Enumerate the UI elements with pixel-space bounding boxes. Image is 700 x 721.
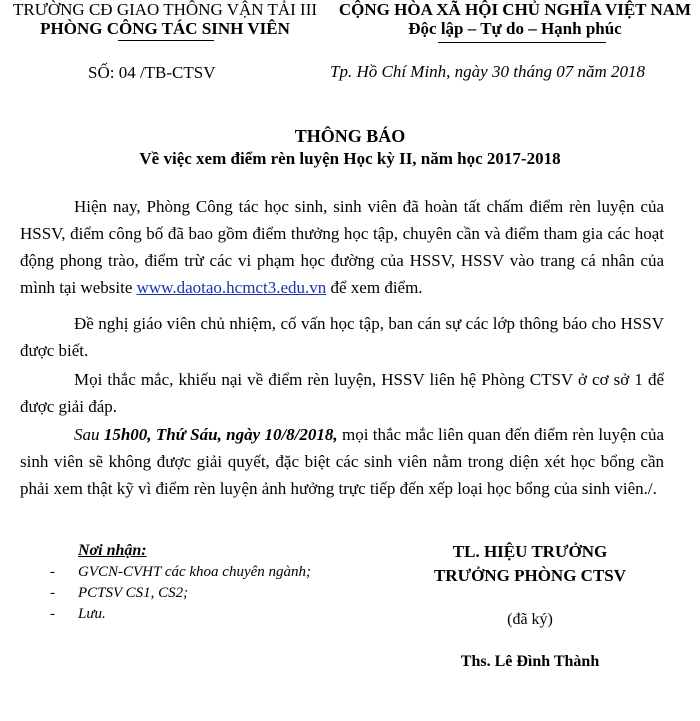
paragraph-1-text: Hiện nay, Phòng Công tác học sinh, sinh viên đã hoàn tất chấm điểm rèn luyện của HSSV, điểm công bố đã bao gồm điểm thưởng học tập, chuyên cần và điểm tham gia các hoạt động phong trào, điểm trừ các vi phạm học đường của HSSV, HSSV vào trang cá nhân của mình tại website [20,197,664,297]
office-underline [118,40,214,41]
place-date: Tp. Hồ Chí Minh, ngày 30 tháng 07 năm 2018 [330,62,645,81]
recipients-title: Nơi nhận: [78,542,147,559]
list-item: - GVCN-CVHT các khoa chuyên ngành; [50,564,312,580]
school-name: TRƯỜNG CĐ GIAO THÔNG VẬN TẢI III [12,0,318,19]
signer-name: Ths. Lê Đình Thành [460,653,600,670]
document-title: THÔNG BÁO [294,126,406,146]
list-item: - PCTSV CS1, CS2; [50,585,189,601]
paragraph-4-lead: Sau [74,425,104,444]
paragraph-3: Mọi thắc mắc, khiếu nại về điểm rèn luyện, HSSV liên hệ Phòng CTSV ở cơ sở 1 để được giải đáp. [20,370,664,416]
office-name: PHÒNG CÔNG TÁC SINH VIÊN [40,19,290,38]
recipient-label: GVCN-CVHT các khoa chuyên ngành; [78,564,312,580]
deadline: 15h00, Thứ Sáu, ngày 10/8/2018, [103,425,338,444]
recipient-label: Lưu. [78,606,106,622]
list-item: - Lưu. [50,606,106,622]
motto-underline [438,42,606,43]
paragraph-1-end: để xem điểm. [326,278,423,297]
website-link[interactable]: www.daotao.hcmct3.edu.vn [136,278,327,297]
recipients-list [50,562,311,625]
signature-title: TL. HIỆU TRƯỞNG [452,542,608,561]
nation-motto: Độc lập – Tự do – Hạnh phúc [408,19,622,38]
signed-note: (đã ký) [507,611,553,628]
paragraph-4 [20,421,664,502]
paragraph-2: Đề nghị giáo viên chủ nhiệm, cố vấn học tập, ban cán sự các lớp thông báo cho HSSV được biết. [20,314,664,360]
paragraph-4-text: mọi thắc mắc liên quan đến điểm rèn luyện của sinh viên sẽ không được giải quyết, đặc biệt các sinh viên nằm trong diện xét học bổng cần phải xem thật kỹ vì điểm rèn luyện ảnh hưởng trực tiếp đến xếp loại học bổng của sinh viên./. [20,425,664,498]
recipient-label: PCTSV CS1, CS2; [78,585,189,601]
paragraph-1 [20,193,664,301]
document-number: SỐ: 04 /TB-CTSV [88,63,216,82]
signature-position: TRƯỞNG PHÒNG CTSV [433,566,627,585]
nation-title: CỘNG HÒA XÃ HỘI CHỦ NGHĨA VIỆT NAM [338,0,692,19]
document-subtitle: Về việc xem điểm rèn luyện Học kỳ II, năm học 2017-2018 [139,149,561,168]
